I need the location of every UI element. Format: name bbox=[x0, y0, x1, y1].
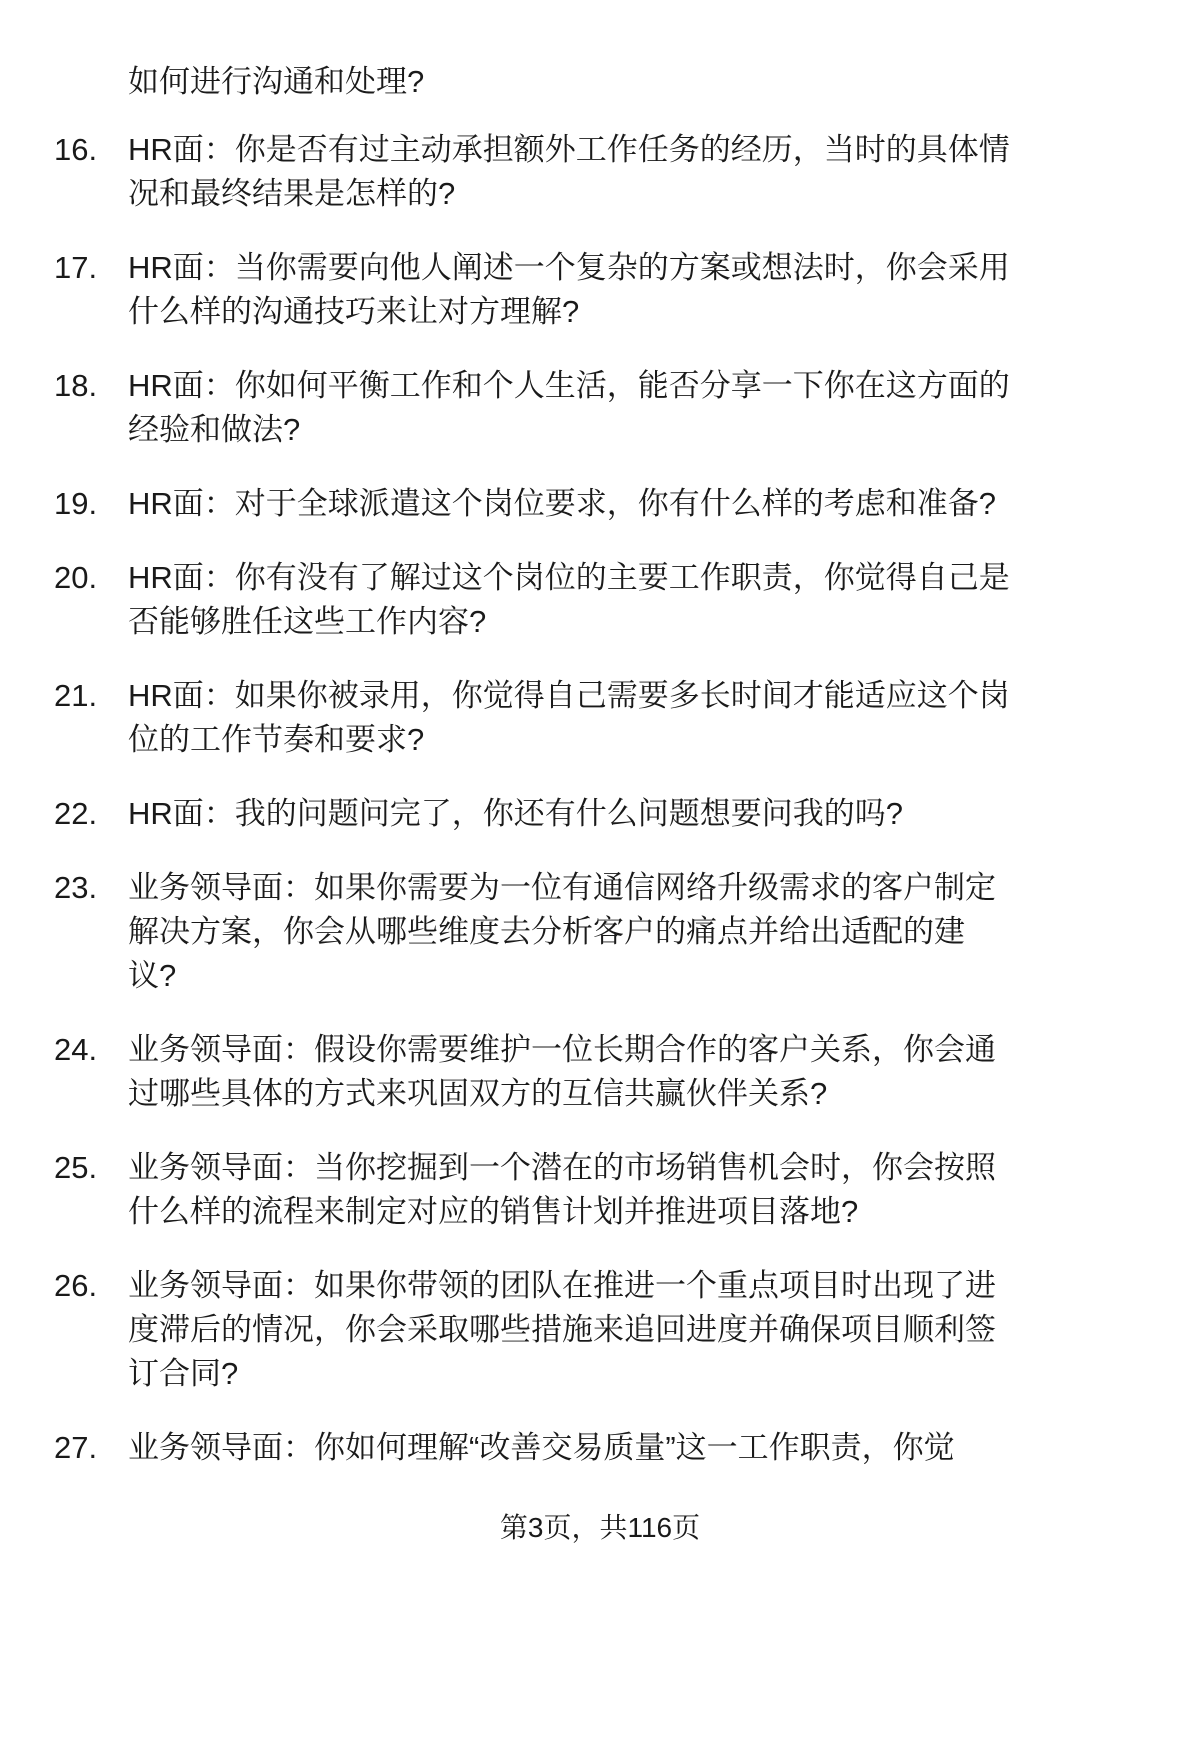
text-line: HR面：当你需要向他人阐述一个复杂的方案或想法时，你会采用 bbox=[128, 250, 1010, 285]
text-line: 业务领导面：如果你需要为一位有通信网络升级需求的客户制定 bbox=[128, 870, 996, 905]
text-line: 如何进行沟通和处理? bbox=[128, 64, 425, 99]
list-item bbox=[0, 1146, 1200, 1234]
text-line: 解决方案，你会从哪些维度去分析客户的痛点并给出适配的建 bbox=[128, 914, 965, 949]
text-line: 过哪些具体的方式来巩固双方的互信共赢伙伴关系? bbox=[128, 1076, 828, 1111]
list-item bbox=[0, 556, 1200, 644]
text-line: 什么样的沟通技巧来让对方理解? bbox=[128, 294, 580, 329]
list-item bbox=[0, 1264, 1200, 1396]
text-line: 业务领导面：假设你需要维护一位长期合作的客户关系，你会通 bbox=[128, 1032, 996, 1067]
item-number: 26. bbox=[54, 1268, 98, 1303]
item-text bbox=[128, 1264, 1168, 1396]
text-line: HR面：你如何平衡工作和个人生活，能否分享一下你在这方面的 bbox=[128, 368, 1010, 403]
item-number: 16. bbox=[54, 132, 98, 167]
item-number: 25. bbox=[54, 1150, 98, 1185]
page-footer: 第3页，共116页 bbox=[499, 1512, 701, 1543]
list-item bbox=[0, 674, 1200, 762]
text-line: 业务领导面：如果你带领的团队在推进一个重点项目时出现了进 bbox=[128, 1268, 996, 1303]
list-item bbox=[0, 246, 1200, 334]
item-number: 21. bbox=[54, 678, 98, 713]
item-number: 27. bbox=[54, 1430, 98, 1465]
text-line: 业务领导面：当你挖掘到一个潜在的市场销售机会时，你会按照 bbox=[128, 1150, 996, 1185]
text-line: 议? bbox=[128, 958, 177, 993]
text-line: HR面：你是否有过主动承担额外工作任务的经历，当时的具体情 bbox=[128, 132, 1010, 167]
item-text bbox=[128, 364, 1168, 452]
text-line: 否能够胜任这些工作内容? bbox=[128, 604, 487, 639]
text-line: 业务领导面：你如何理解“改善交易质量”这一工作职责，你觉 bbox=[128, 1430, 955, 1465]
list-item bbox=[0, 792, 1200, 836]
text-line: 什么样的流程来制定对应的销售计划并推进项目落地? bbox=[128, 1194, 859, 1229]
list-item bbox=[0, 1028, 1200, 1116]
text-line: 订合同? bbox=[128, 1356, 239, 1391]
item-number: 19. bbox=[54, 486, 98, 521]
question-list bbox=[0, 128, 1200, 1500]
continuation-text bbox=[128, 60, 424, 104]
item-number: 17. bbox=[54, 250, 98, 285]
item-text bbox=[128, 128, 1168, 216]
item-text bbox=[128, 246, 1168, 334]
list-item bbox=[0, 128, 1200, 216]
text-line: HR面：对于全球派遣这个岗位要求，你有什么样的考虑和准备? bbox=[128, 486, 997, 521]
item-text bbox=[128, 792, 1168, 836]
item-text bbox=[128, 482, 1168, 526]
item-number: 18. bbox=[54, 368, 98, 403]
text-line: 况和最终结果是怎样的? bbox=[128, 176, 456, 211]
list-item bbox=[0, 1426, 1200, 1470]
text-line: 度滞后的情况，你会采取哪些措施来追回进度并确保项目顺利签 bbox=[128, 1312, 996, 1347]
list-item bbox=[0, 866, 1200, 998]
item-number: 23. bbox=[54, 870, 98, 905]
text-line: HR面：我的问题问完了，你还有什么问题想要问我的吗? bbox=[128, 796, 904, 831]
item-number: 24. bbox=[54, 1032, 98, 1067]
item-number: 22. bbox=[54, 796, 98, 831]
text-line: 经验和做法? bbox=[128, 412, 301, 447]
item-text bbox=[128, 1146, 1168, 1234]
list-item bbox=[0, 364, 1200, 452]
item-text bbox=[128, 1426, 1168, 1470]
list-item bbox=[0, 482, 1200, 526]
text-line: HR面：你有没有了解过这个岗位的主要工作职责，你觉得自己是 bbox=[128, 560, 1010, 595]
text-line: HR面：如果你被录用，你觉得自己需要多长时间才能适应这个岗 bbox=[128, 678, 1010, 713]
item-text bbox=[128, 556, 1168, 644]
text-line: 位的工作节奏和要求? bbox=[128, 722, 425, 757]
item-text bbox=[128, 866, 1168, 998]
item-number: 20. bbox=[54, 560, 98, 595]
item-text bbox=[128, 674, 1168, 762]
item-text bbox=[128, 1028, 1168, 1116]
